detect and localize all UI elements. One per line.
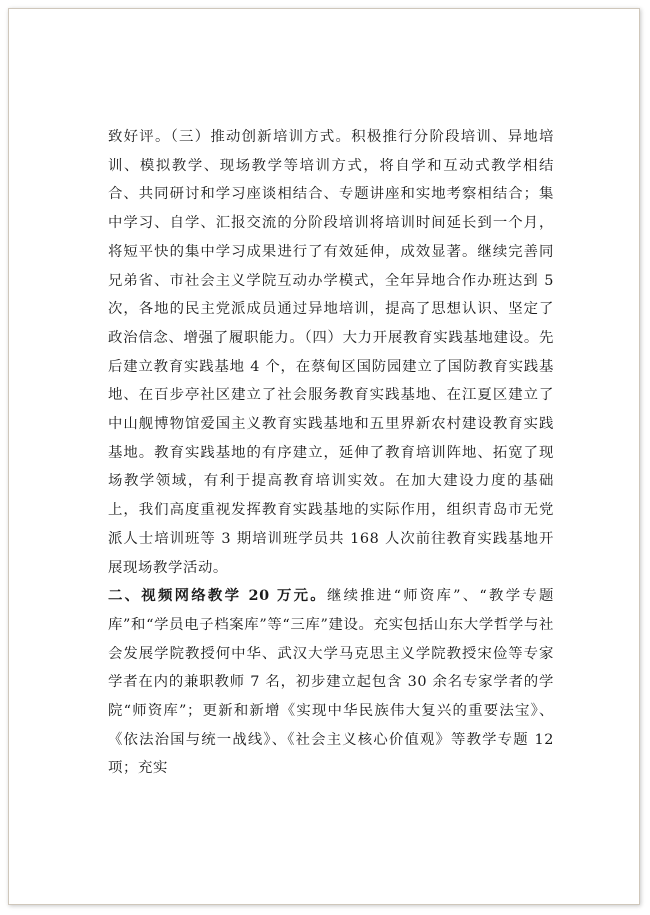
section-body-text: 继续推进“师资库”、“教学专题库”和“学员电子档案库”等“三库”建设。充实包括山东大学哲学与社会发展学院教授何中华、武汉大学马克思主义学院教授宋俭等专家学者在内的兼职教师 7 名，初步建立起包含 30 余名专家学者的学院“师资库”；更新和新增《实现中华民族伟大复兴的重要法宝》、《依法治国与统一战线》、《社会主义核心价值观》等教学专题 12 项；充实 bbox=[108, 588, 555, 777]
document-page bbox=[8, 8, 640, 905]
paragraph-video-network-teaching bbox=[108, 582, 554, 783]
section-heading: 二、视频网络教学 20 万元。 bbox=[108, 587, 327, 605]
paragraph-training-methods: 致好评。（三）推动创新培训方式。积极推行分阶段培训、异地培训、模拟教学、现场教学等培训方式，将自学和互动式教学相结合、共同研讨和学习座谈相结合、专题讲座和实地考察相结合；集中学习、自学、汇报交流的分阶段培训将培训时间延长到一个月，将短平快的集中学习成果进行了有效延伸，成效显著。继续完善同兄弟省、市社会主义学院互动办学模式，全年异地合作办班达到 5 次，各地的民主党派成员通过异地培训，提高了思想认识、坚定了政治信念、增强了履职能力。（四）大力开展教育实践基地建设。先后建立教育实践基地 4 个，在蔡甸区国防园建立了国防教育实践基地、在百步亭社区建立了社会服务教育实践基地、在江夏区建立了中山舰博物馆爱国主义教育实践基地和五里界新农村建设教育实践基地。教育实践基地的有序建立，延伸了教育培训阵地、拓宽了现场教学领域，有利于提高教育培训实效。在加大建设力度的基础上，我们高度重视发挥教育实践基地的实际作用，组织青岛市无党派人士培训班等 3 期培训班学员共 168 人次前往教育实践基地开展现场教学活动。 bbox=[108, 129, 554, 576]
document-body bbox=[108, 123, 554, 783]
